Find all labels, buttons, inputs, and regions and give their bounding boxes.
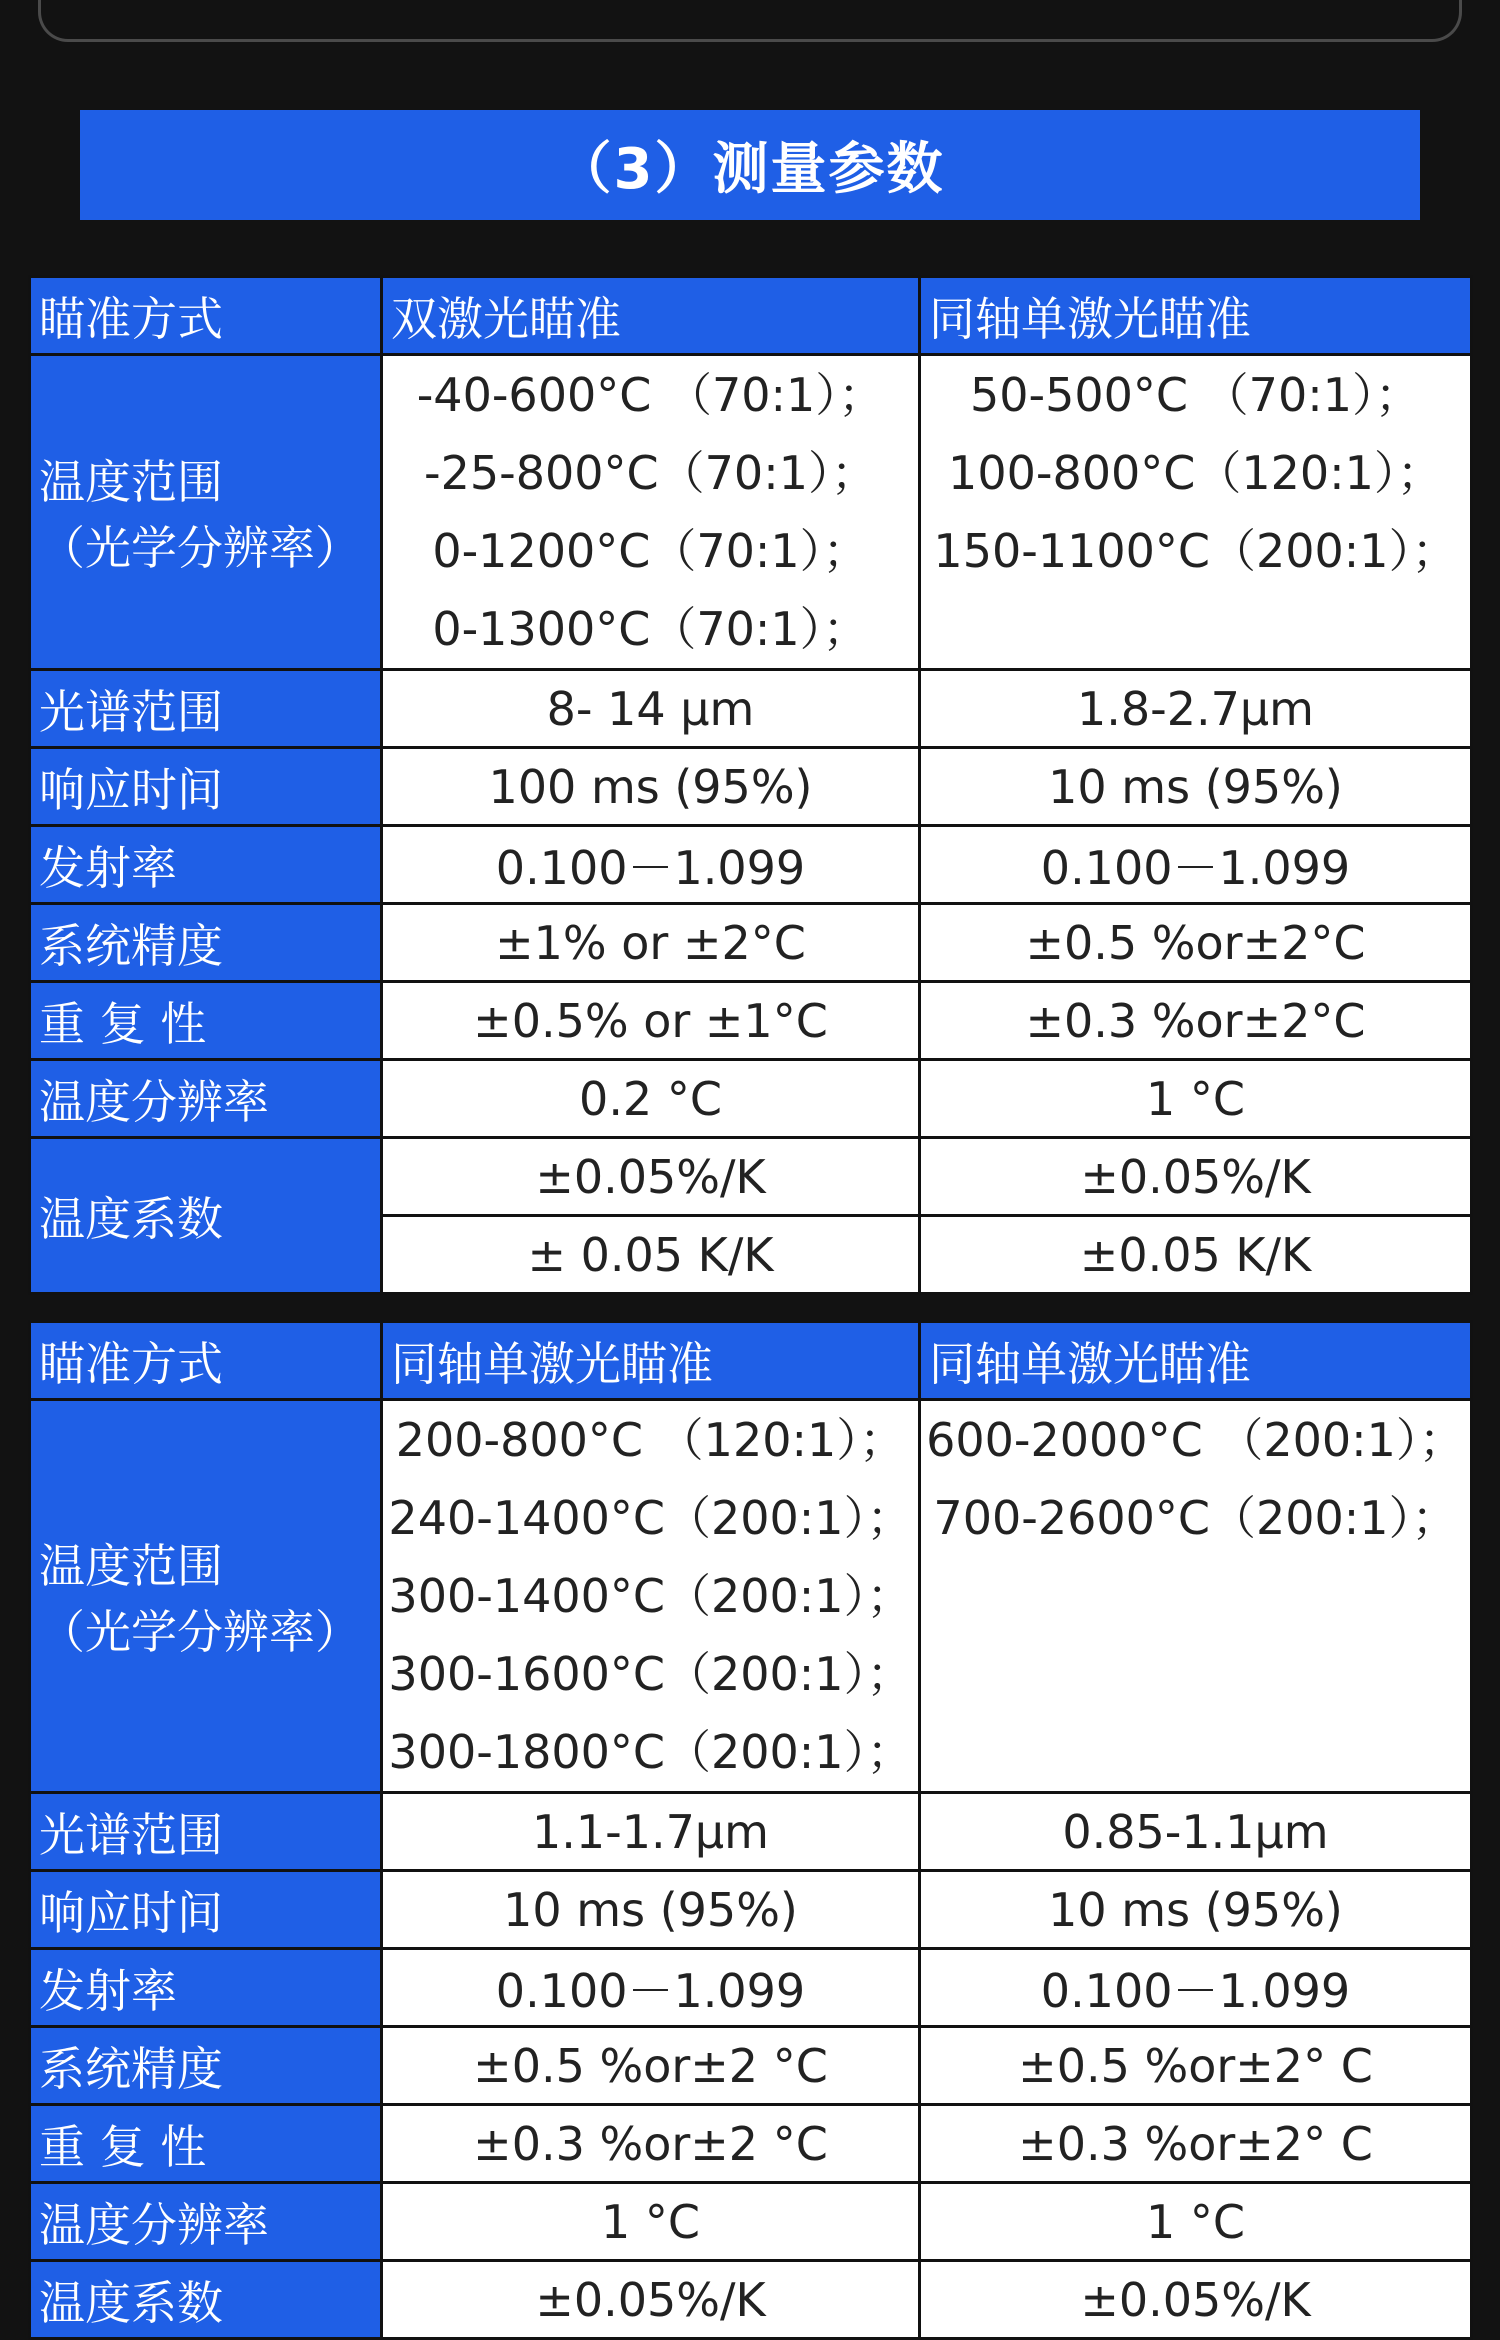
row-label: 响应时间 [30,1871,382,1949]
spec-table-2 [28,1320,1473,2340]
cell-value: 0.100－1.099 [382,826,920,904]
range-cell-col-2 [920,1400,1472,1793]
table-row [30,1060,1472,1138]
table-row [30,1949,1472,2027]
table-row-temperature-range [30,1400,1472,1793]
row-label: 光谱范围 [30,670,382,748]
cell-value: 0.2 °C [382,1060,920,1138]
table-row [30,748,1472,826]
cell-value: 10 ms (95%) [382,1871,920,1949]
range-line: 50-500°C （70:1）； [970,368,1421,422]
cell-value: ±0.05%/K [382,1138,920,1216]
cell-value: ±0.5% or ±1°C [382,982,920,1060]
row-label: 系统精度 [30,904,382,982]
cell-value: 1 °C [920,1060,1472,1138]
cell-value: ±0.05 K/K [920,1216,1472,1294]
cell-value: 8- 14 µm [382,670,920,748]
row-label: 重 复 性 [30,2105,382,2183]
cell-value: 1 °C [382,2183,920,2261]
table-row [30,1871,1472,1949]
range-line: 300-1600°C（200:1）； [388,1647,913,1701]
row-label-temperature-range [30,355,382,670]
label-optical-resolution: （光学分辨率） [39,1605,361,1659]
cell-value: 10 ms (95%) [920,1871,1472,1949]
table-row-temperature-range [30,355,1472,670]
cell-value: ±0.05%/K [382,2261,920,2339]
cell-value: ±0.5 %or±2°C [920,904,1472,982]
range-line: 100-800°C（120:1）； [948,446,1443,500]
table-row [30,904,1472,982]
label-optical-resolution: （光学分辨率） [39,521,361,575]
header-col-1: 双激光瞄准 [382,277,920,355]
range-cell-col-2 [920,355,1472,670]
cell-value: 0.100－1.099 [382,1949,920,2027]
table-row [30,2105,1472,2183]
row-label: 温度分辨率 [30,1060,382,1138]
table-header-row [30,277,1472,355]
row-label: 发射率 [30,1949,382,2027]
cell-value: ±0.05%/K [920,1138,1472,1216]
cell-value: 0.100－1.099 [920,826,1472,904]
cell-value: 100 ms (95%) [382,748,920,826]
spec-table-1 [28,275,1473,1295]
range-line: 300-1400°C（200:1）； [388,1569,913,1623]
header-col-1: 同轴单激光瞄准 [382,1322,920,1400]
cell-value: 10 ms (95%) [920,748,1472,826]
row-label: 重 复 性 [30,982,382,1060]
range-line: -40-600°C （70:1）； [416,368,885,422]
row-label: 响应时间 [30,748,382,826]
section-title: （3）测量参数 [80,110,1420,220]
cell-value: ± 0.05 K/K [382,1216,920,1294]
row-label: 光谱范围 [30,1793,382,1871]
table-header-row [30,1322,1472,1400]
row-label: 温度分辨率 [30,2183,382,2261]
row-label: 系统精度 [30,2027,382,2105]
table-row [30,2027,1472,2105]
header-col-2: 同轴单激光瞄准 [920,277,1472,355]
label-temperature-range: 温度范围 [39,455,223,509]
cell-value: ±0.3 %or±2° C [920,2105,1472,2183]
range-line: 700-2600°C（200:1）； [933,1491,1458,1545]
range-line: 200-800°C （120:1）； [395,1413,906,1467]
range-cell-col-1 [382,355,920,670]
cell-value: ±0.5 %or±2° C [920,2027,1472,2105]
row-label-temperature-range [30,1400,382,1793]
cell-value: ±0.3 %or±2°C [920,982,1472,1060]
cell-value: 1.1-1.7µm [382,1793,920,1871]
range-line: 150-1100°C（200:1）； [933,524,1458,578]
range-line: 240-1400°C（200:1）； [388,1491,913,1545]
row-label-temperature-coefficient: 温度系数 [30,2261,382,2339]
header-aim-mode: 瞄准方式 [30,1322,382,1400]
cell-value: 1.8-2.7µm [920,670,1472,748]
table-row [30,826,1472,904]
cell-value: ±0.3 %or±2 °C [382,2105,920,2183]
table-row [30,2183,1472,2261]
range-line: 0-1200°C（70:1）； [432,524,869,578]
range-cell-col-1 [382,1400,920,1793]
table-row [30,670,1472,748]
table-row [30,1138,1472,1216]
table-row [30,1793,1472,1871]
cell-value: ±1% or ±2°C [382,904,920,982]
cell-value: 1 °C [920,2183,1472,2261]
table-row [30,2261,1472,2339]
range-line: 0-1300°C（70:1）； [432,602,869,656]
row-label: 发射率 [30,826,382,904]
cell-value: ±0.5 %or±2 °C [382,2027,920,2105]
cell-value: 0.100－1.099 [920,1949,1472,2027]
top-frame [38,0,1462,42]
label-temperature-range: 温度范围 [39,1539,223,1593]
range-line: 600-2000°C （200:1）； [926,1413,1465,1467]
range-line: 300-1800°C（200:1）； [388,1725,913,1779]
table-row [30,982,1472,1060]
cell-value: ±0.05%/K [920,2261,1472,2339]
cell-value: 0.85-1.1µm [920,1793,1472,1871]
range-line: -25-800°C（70:1）； [424,446,877,500]
header-aim-mode: 瞄准方式 [30,277,382,355]
header-col-2: 同轴单激光瞄准 [920,1322,1472,1400]
row-label-temperature-coefficient: 温度系数 [30,1138,382,1294]
